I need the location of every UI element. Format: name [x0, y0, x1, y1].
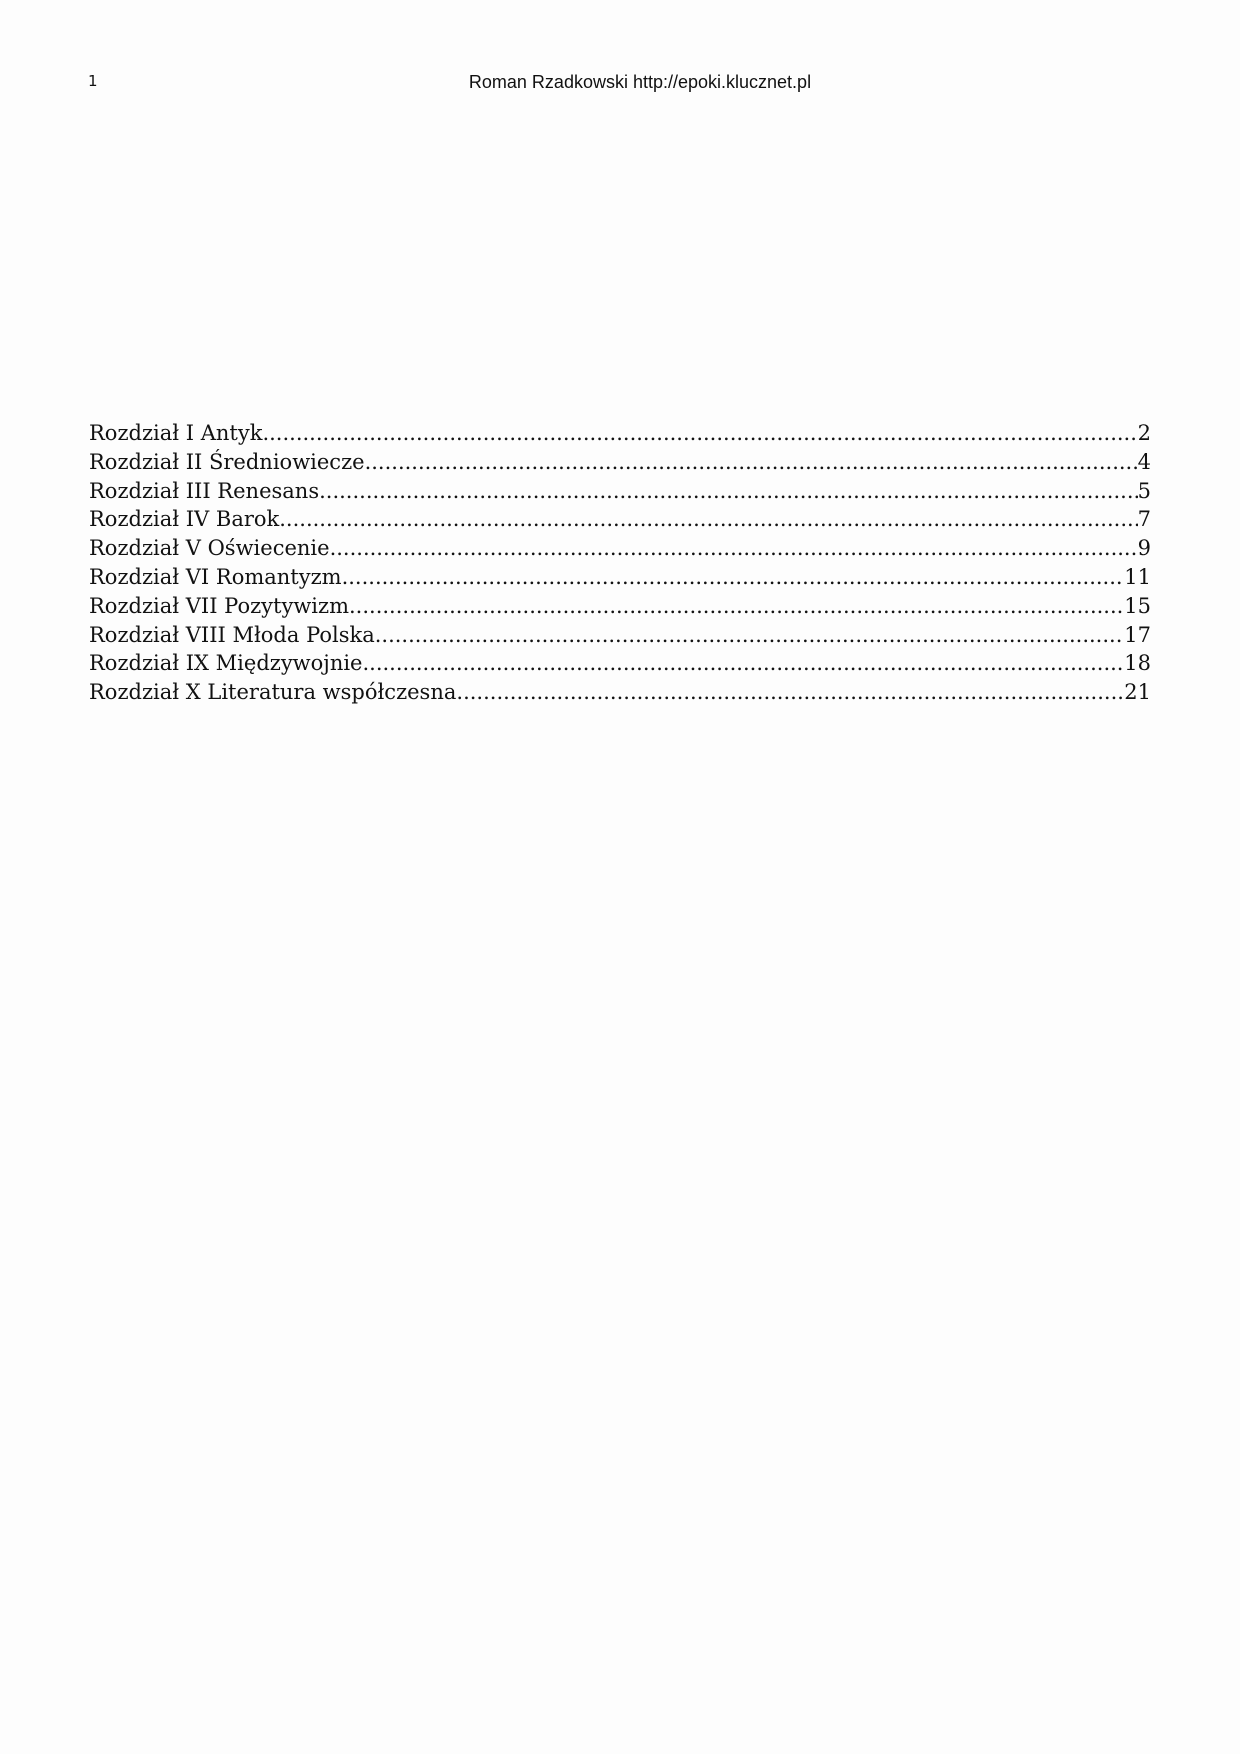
- toc-entry-page: 5: [1137, 478, 1151, 503]
- toc-entry-label: Rozdział IX Międzywojnie: [89, 651, 363, 676]
- toc-entry-label: Rozdział III Renesans: [89, 478, 320, 503]
- toc-entry-page: 18: [1124, 651, 1151, 676]
- toc-entry-label: Rozdział VIII Młoda Polska: [89, 622, 375, 647]
- toc-entry[interactable]: [89, 592, 1151, 621]
- toc-dot-leader: [319, 477, 1138, 506]
- toc-dot-leader: [349, 592, 1124, 621]
- toc-entry-label: Rozdział VII Pozytywizm: [89, 593, 349, 618]
- toc-entry-page: 21: [1124, 680, 1151, 705]
- toc-entry[interactable]: [89, 419, 1151, 448]
- toc-entry-page: 15: [1124, 593, 1151, 618]
- toc-entry-page: 17: [1124, 622, 1151, 647]
- toc-entry[interactable]: [89, 505, 1151, 534]
- toc-entry[interactable]: [89, 534, 1151, 563]
- toc-entry-page: 2: [1137, 421, 1151, 445]
- page-header: Roman Rzadkowski http://epoki.klucznet.pl: [468, 72, 812, 92]
- toc-entry-label: Rozdział I Antyk: [89, 421, 263, 445]
- toc-dot-leader: [330, 534, 1138, 563]
- toc-entry-label: Rozdział V Oświecenie: [89, 536, 330, 561]
- toc-entry[interactable]: [89, 621, 1151, 650]
- toc-entry[interactable]: [89, 448, 1151, 477]
- toc-entry-page: 11: [1124, 564, 1151, 589]
- toc-dot-leader: [456, 678, 1124, 707]
- toc-dot-leader: [262, 419, 1137, 448]
- toc-entry[interactable]: [89, 678, 1151, 707]
- page-number: 1: [88, 72, 98, 90]
- toc-entry[interactable]: [89, 649, 1151, 678]
- toc-dot-leader: [365, 448, 1138, 477]
- toc-entry-label: Rozdział X Literatura współczesna: [89, 680, 457, 705]
- toc-entry[interactable]: [89, 477, 1151, 506]
- toc-entry-page: 7: [1137, 507, 1151, 532]
- toc-entry-label: Rozdział VI Romantyzm: [89, 564, 342, 589]
- toc-entry-page: 4: [1137, 449, 1151, 474]
- toc-entry[interactable]: [89, 563, 1151, 592]
- toc-entry-page: 9: [1137, 536, 1151, 561]
- toc-dot-leader: [375, 621, 1125, 650]
- toc-entry-label: Rozdział II Średniowiecze: [89, 449, 365, 474]
- table-of-contents: [89, 419, 1151, 707]
- toc-dot-leader: [362, 649, 1124, 678]
- toc-entry-label: Rozdział IV Barok: [89, 507, 280, 532]
- toc-dot-leader: [342, 563, 1125, 592]
- toc-dot-leader: [279, 505, 1137, 534]
